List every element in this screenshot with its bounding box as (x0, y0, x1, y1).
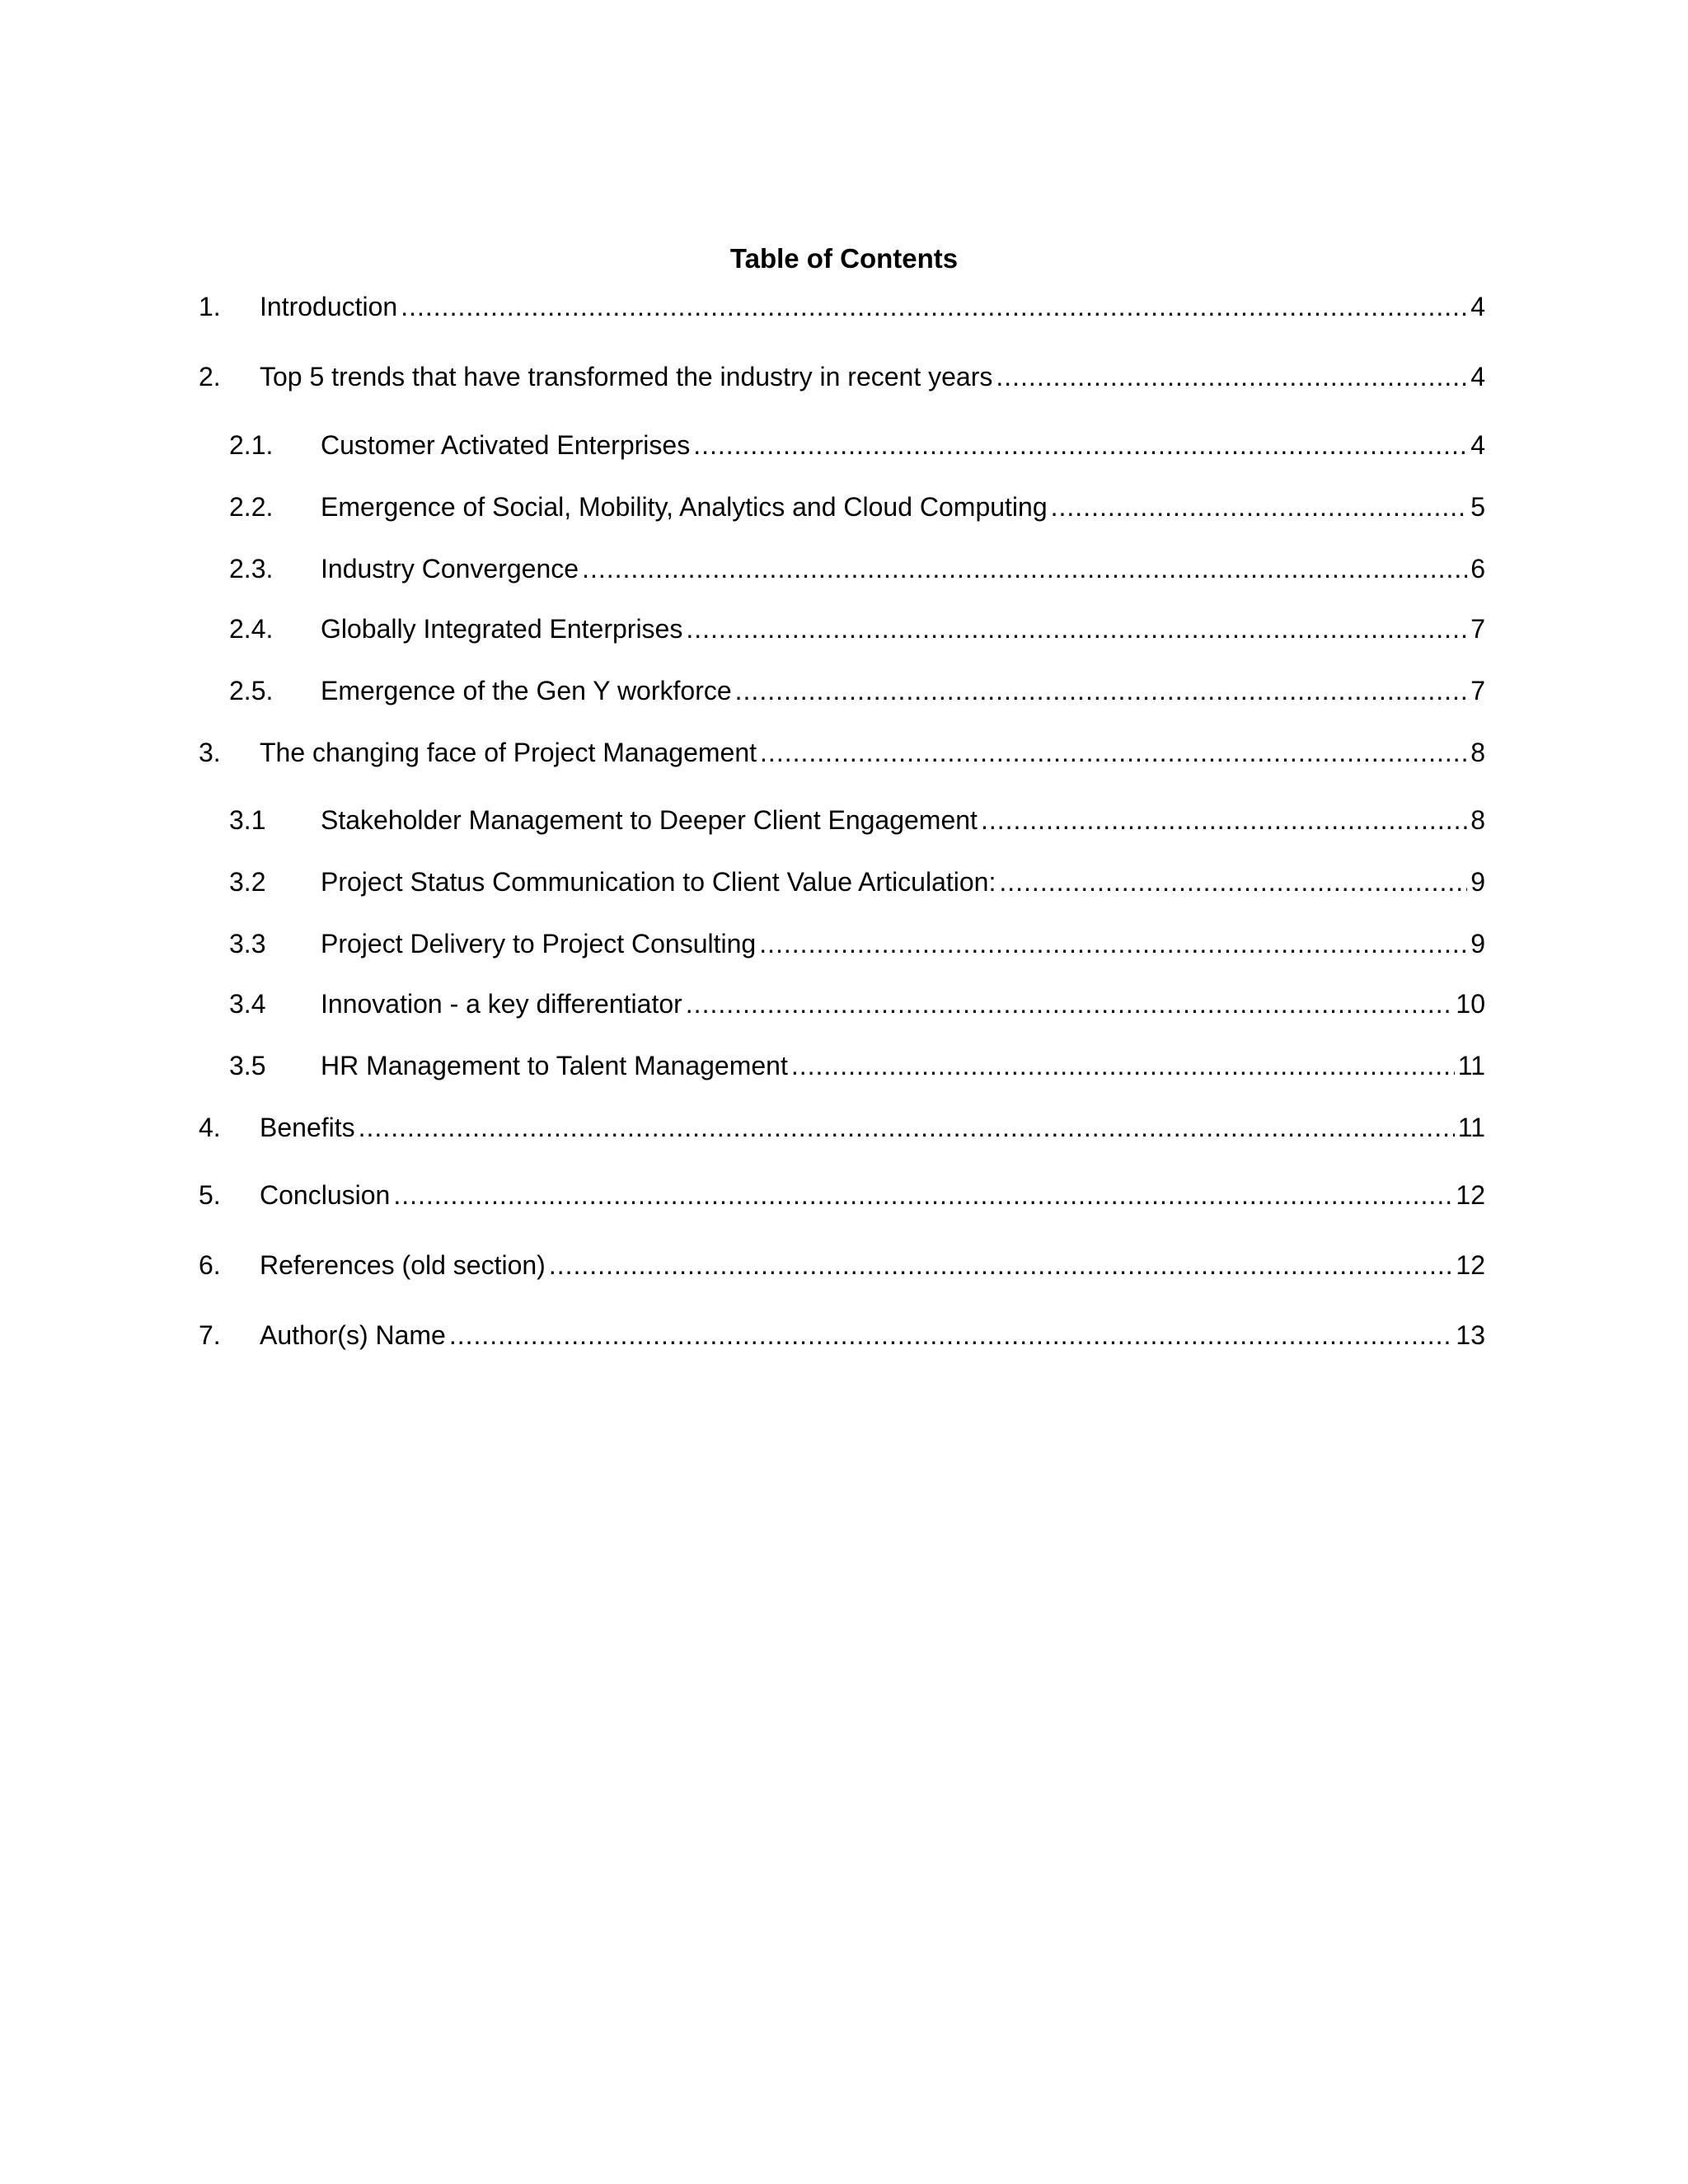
toc-entry[interactable] (229, 674, 1485, 707)
toc-entry-number: 3. (199, 738, 221, 767)
toc-entry[interactable] (199, 1319, 1485, 1352)
toc-entry-number: 6. (199, 1250, 221, 1280)
toc-entry[interactable] (199, 360, 1485, 393)
dot-leader (1051, 490, 1468, 523)
dot-leader (549, 1249, 1453, 1282)
page-title: Table of Contents (729, 243, 959, 274)
dot-leader (791, 1049, 1455, 1082)
toc-entry-number: 2.4. (229, 614, 274, 644)
dot-leader (759, 927, 1467, 960)
dot-leader (582, 552, 1467, 585)
toc-entry[interactable] (199, 1179, 1485, 1212)
toc-entry-title: Author(s) Name (260, 1320, 446, 1350)
dot-leader (686, 612, 1467, 645)
dot-leader (449, 1319, 1453, 1352)
toc-entry-title: Innovation - a key differentiator (321, 989, 682, 1019)
toc-entry-page: 7 (1470, 614, 1485, 644)
toc-entry-page: 7 (1470, 676, 1485, 705)
toc-entry-page: 5 (1470, 492, 1485, 522)
toc-entry-number: 2.5. (229, 676, 274, 705)
toc-entry-title: References (old section) (260, 1250, 546, 1280)
toc-entry[interactable] (229, 1049, 1485, 1082)
toc-entry-page: 9 (1470, 929, 1485, 958)
toc-entry[interactable] (229, 612, 1485, 645)
dot-leader (686, 987, 1453, 1020)
toc-entry-title: HR Management to Talent Management (321, 1051, 788, 1080)
dot-leader (693, 429, 1467, 462)
dot-leader (359, 1111, 1455, 1144)
dot-leader (996, 360, 1467, 393)
toc-entry[interactable] (229, 490, 1485, 523)
toc-entry[interactable] (229, 927, 1485, 960)
toc-entry-page: 13 (1456, 1320, 1485, 1350)
toc-entry[interactable] (229, 429, 1485, 462)
toc-entry-title: Introduction (260, 292, 398, 321)
toc-entry[interactable] (229, 865, 1485, 898)
dot-leader (981, 804, 1467, 837)
toc-entry-page: 8 (1470, 738, 1485, 767)
toc-entry-title: Customer Activated Enterprises (321, 430, 691, 460)
toc-entry-page: 6 (1470, 554, 1485, 583)
toc-entry[interactable] (229, 987, 1485, 1020)
toc-entry-title: Stakeholder Management to Deeper Client Engagement (321, 805, 978, 835)
toc-entry-number: 7. (199, 1320, 221, 1350)
toc-entry-page: 12 (1456, 1180, 1485, 1210)
dot-leader (999, 865, 1467, 898)
toc-entry-page: 9 (1470, 867, 1485, 897)
toc-entry-number: 3.3 (229, 929, 266, 958)
toc-entry[interactable] (199, 1111, 1485, 1144)
toc-entry-title: Industry Convergence (321, 554, 579, 583)
toc-entry-number: 3.4 (229, 989, 266, 1019)
toc-entry-page: 11 (1457, 1113, 1485, 1142)
toc-entry[interactable] (199, 290, 1485, 323)
toc-entry-number: 2.3. (229, 554, 274, 583)
toc-entry[interactable] (229, 804, 1485, 837)
toc-entry-page: 10 (1456, 989, 1485, 1019)
toc-entry-title: Emergence of the Gen Y workforce (321, 676, 732, 705)
dot-leader (393, 1179, 1452, 1212)
toc-entry-number: 5. (199, 1180, 221, 1210)
toc-entry-number: 2.1. (229, 430, 274, 460)
toc-entry[interactable] (199, 736, 1485, 769)
toc-entry-page: 4 (1470, 362, 1485, 391)
toc-entry-page: 11 (1457, 1051, 1485, 1080)
toc-entry-page: 12 (1456, 1250, 1485, 1280)
toc-entry-number: 2. (199, 362, 221, 391)
dot-leader (735, 674, 1468, 707)
toc-entry-page: 4 (1470, 292, 1485, 321)
dot-leader (401, 290, 1467, 323)
toc-entry-page: 8 (1470, 805, 1485, 835)
toc-entry-title: Top 5 trends that have transformed the industry in recent years (260, 362, 993, 391)
toc-entry-title: Conclusion (260, 1180, 391, 1210)
toc-entry-number: 3.5 (229, 1051, 266, 1080)
toc-entry-title: Project Delivery to Project Consulting (321, 929, 757, 958)
toc-entry-number: 3.1 (229, 805, 266, 835)
toc-entry-title: The changing face of Project Management (260, 738, 757, 767)
toc-entry-title: Benefits (260, 1113, 355, 1142)
toc-entry-number: 1. (199, 292, 221, 321)
toc-entry[interactable] (199, 1249, 1485, 1282)
dot-leader (760, 736, 1467, 769)
toc-entry-title: Emergence of Social, Mobility, Analytics and Cloud Computing (321, 492, 1048, 522)
toc-entry[interactable] (229, 552, 1485, 585)
toc-entry-number: 2.2. (229, 492, 274, 522)
toc-entry-number: 3.2 (229, 867, 266, 897)
toc-entry-title: Globally Integrated Enterprises (321, 614, 683, 644)
toc-entry-page: 4 (1470, 430, 1485, 460)
toc-entry-title: Project Status Communication to Client Value Articulation: (321, 867, 996, 897)
toc-entry-number: 4. (199, 1113, 221, 1142)
